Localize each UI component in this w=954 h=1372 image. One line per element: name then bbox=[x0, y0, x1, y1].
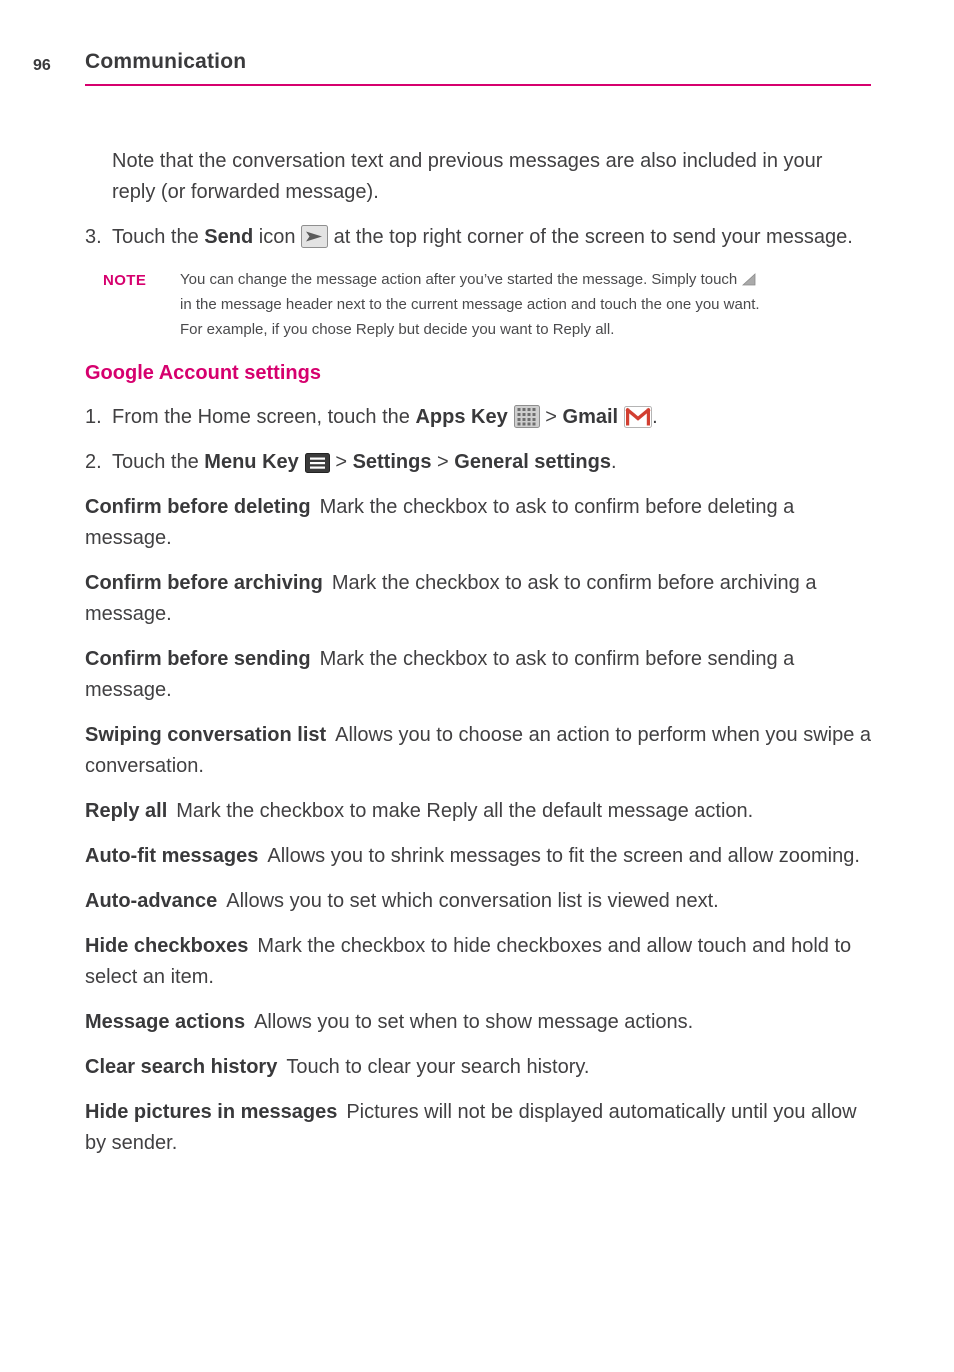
gmail-envelope-icon bbox=[624, 406, 652, 428]
step-2-bold-general-settings: General settings bbox=[454, 451, 611, 473]
step-1-period: . bbox=[652, 406, 658, 428]
intro-paragraph: Note that the conversation text and previous messages are also included in your reply (or forwarded message). bbox=[112, 150, 823, 203]
setting-confirm-before-sending bbox=[85, 644, 871, 706]
setting-desc: Touch to clear your search history. bbox=[286, 1056, 590, 1078]
step-3-text-3: at the top right corner of the screen to send your message. bbox=[328, 226, 853, 248]
step-3-text-1: Touch the bbox=[112, 226, 205, 248]
setting-desc: Mark the checkbox to ask to confirm before archiving a message. bbox=[85, 572, 817, 625]
step-1-number: 1. bbox=[85, 406, 102, 428]
setting-desc: Mark the checkbox to ask to confirm before deleting a message. bbox=[85, 496, 795, 549]
setting-auto-fit-messages bbox=[85, 841, 871, 872]
step-3-text-2: icon bbox=[253, 226, 302, 248]
header-rule bbox=[85, 84, 871, 86]
note-line-1-text: You can change the message action after you’ve started the message. Simply touch bbox=[180, 271, 738, 288]
note-line-2: in the message header next to the current message action and touch the one you want. bbox=[180, 296, 760, 313]
setting-term: Message actions bbox=[85, 1011, 246, 1033]
setting-desc: Mark the checkbox to make Reply all the default message action. bbox=[176, 800, 754, 822]
page-header bbox=[0, 0, 954, 86]
setting-hide-checkboxes bbox=[85, 931, 871, 993]
setting-desc: Mark the checkbox to ask to confirm before sending a message. bbox=[85, 648, 795, 701]
setting-desc: Allows you to choose an action to perform when you swipe a conversation. bbox=[85, 724, 872, 777]
setting-term: Confirm before archiving bbox=[85, 572, 323, 594]
setting-desc: Allows you to set which conversation list is viewed next. bbox=[226, 890, 719, 912]
note-label: NOTE bbox=[103, 272, 147, 289]
send-icon bbox=[301, 225, 328, 248]
step-2-number: 2. bbox=[85, 451, 102, 473]
page-number: 96 bbox=[33, 57, 51, 74]
section-title: Communication bbox=[85, 50, 247, 73]
step-2-text-1: Touch the bbox=[112, 451, 205, 473]
setting-auto-advance bbox=[85, 886, 871, 917]
setting-desc: Allows you to set when to show message actions. bbox=[254, 1011, 694, 1033]
action-triangle-icon bbox=[742, 273, 756, 286]
note-line-3: For example, if you chose Reply but decide you want to Reply all. bbox=[180, 321, 615, 338]
step-3-text bbox=[112, 222, 871, 253]
note-line-1 bbox=[180, 267, 864, 292]
setting-desc: Pictures will not be displayed automatically until you allow by sender. bbox=[85, 1101, 857, 1154]
setting-term: Hide pictures in messages bbox=[85, 1101, 338, 1123]
step-1-text bbox=[112, 402, 871, 433]
setting-reply-all bbox=[85, 796, 871, 827]
step-2-text bbox=[112, 447, 871, 478]
step-1-bold-apps-key: Apps Key bbox=[415, 406, 508, 428]
setting-term: Hide checkboxes bbox=[85, 935, 249, 957]
note-text bbox=[180, 267, 864, 342]
setting-desc: Mark the checkbox to hide checkboxes and allow touch and hold to select an item. bbox=[85, 935, 852, 988]
step-2-period: . bbox=[610, 451, 617, 473]
setting-term: Swiping conversation list bbox=[85, 724, 327, 746]
step-3 bbox=[85, 222, 871, 253]
setting-term: Confirm before deleting bbox=[85, 496, 311, 518]
page-content bbox=[85, 86, 871, 1159]
step-2-separator-2: > bbox=[431, 451, 455, 473]
google-account-settings-heading: Google Account settings bbox=[85, 362, 321, 384]
step-1 bbox=[85, 402, 871, 433]
step-2-separator-1: > bbox=[329, 451, 353, 473]
setting-confirm-before-archiving bbox=[85, 568, 871, 630]
menu-key-icon bbox=[305, 453, 330, 473]
note-block bbox=[103, 267, 871, 342]
step-1-separator: > bbox=[539, 406, 563, 428]
step-2 bbox=[85, 447, 871, 478]
setting-desc: Allows you to shrink messages to fit the screen and allow zooming. bbox=[267, 845, 860, 867]
setting-term: Confirm before sending bbox=[85, 648, 311, 670]
step-3-number: 3. bbox=[85, 226, 102, 248]
setting-term: Clear search history bbox=[85, 1056, 278, 1078]
step-1-text-1: From the Home screen, touch the bbox=[112, 406, 416, 428]
step-2-bold-menu-key: Menu Key bbox=[204, 451, 299, 473]
setting-term: Auto-fit messages bbox=[85, 845, 259, 867]
setting-hide-pictures-in-messages bbox=[85, 1097, 871, 1159]
step-2-bold-settings: Settings bbox=[352, 451, 432, 473]
setting-term: Reply all bbox=[85, 800, 168, 822]
step-3-bold-send: Send bbox=[204, 226, 254, 248]
setting-clear-search-history bbox=[85, 1052, 871, 1083]
setting-swiping-conversation-list bbox=[85, 720, 871, 782]
step-1-bold-gmail: Gmail bbox=[562, 406, 619, 428]
apps-key-grid-icon bbox=[514, 405, 540, 428]
setting-term: Auto-advance bbox=[85, 890, 218, 912]
setting-message-actions bbox=[85, 1007, 871, 1038]
setting-confirm-before-deleting bbox=[85, 492, 871, 554]
